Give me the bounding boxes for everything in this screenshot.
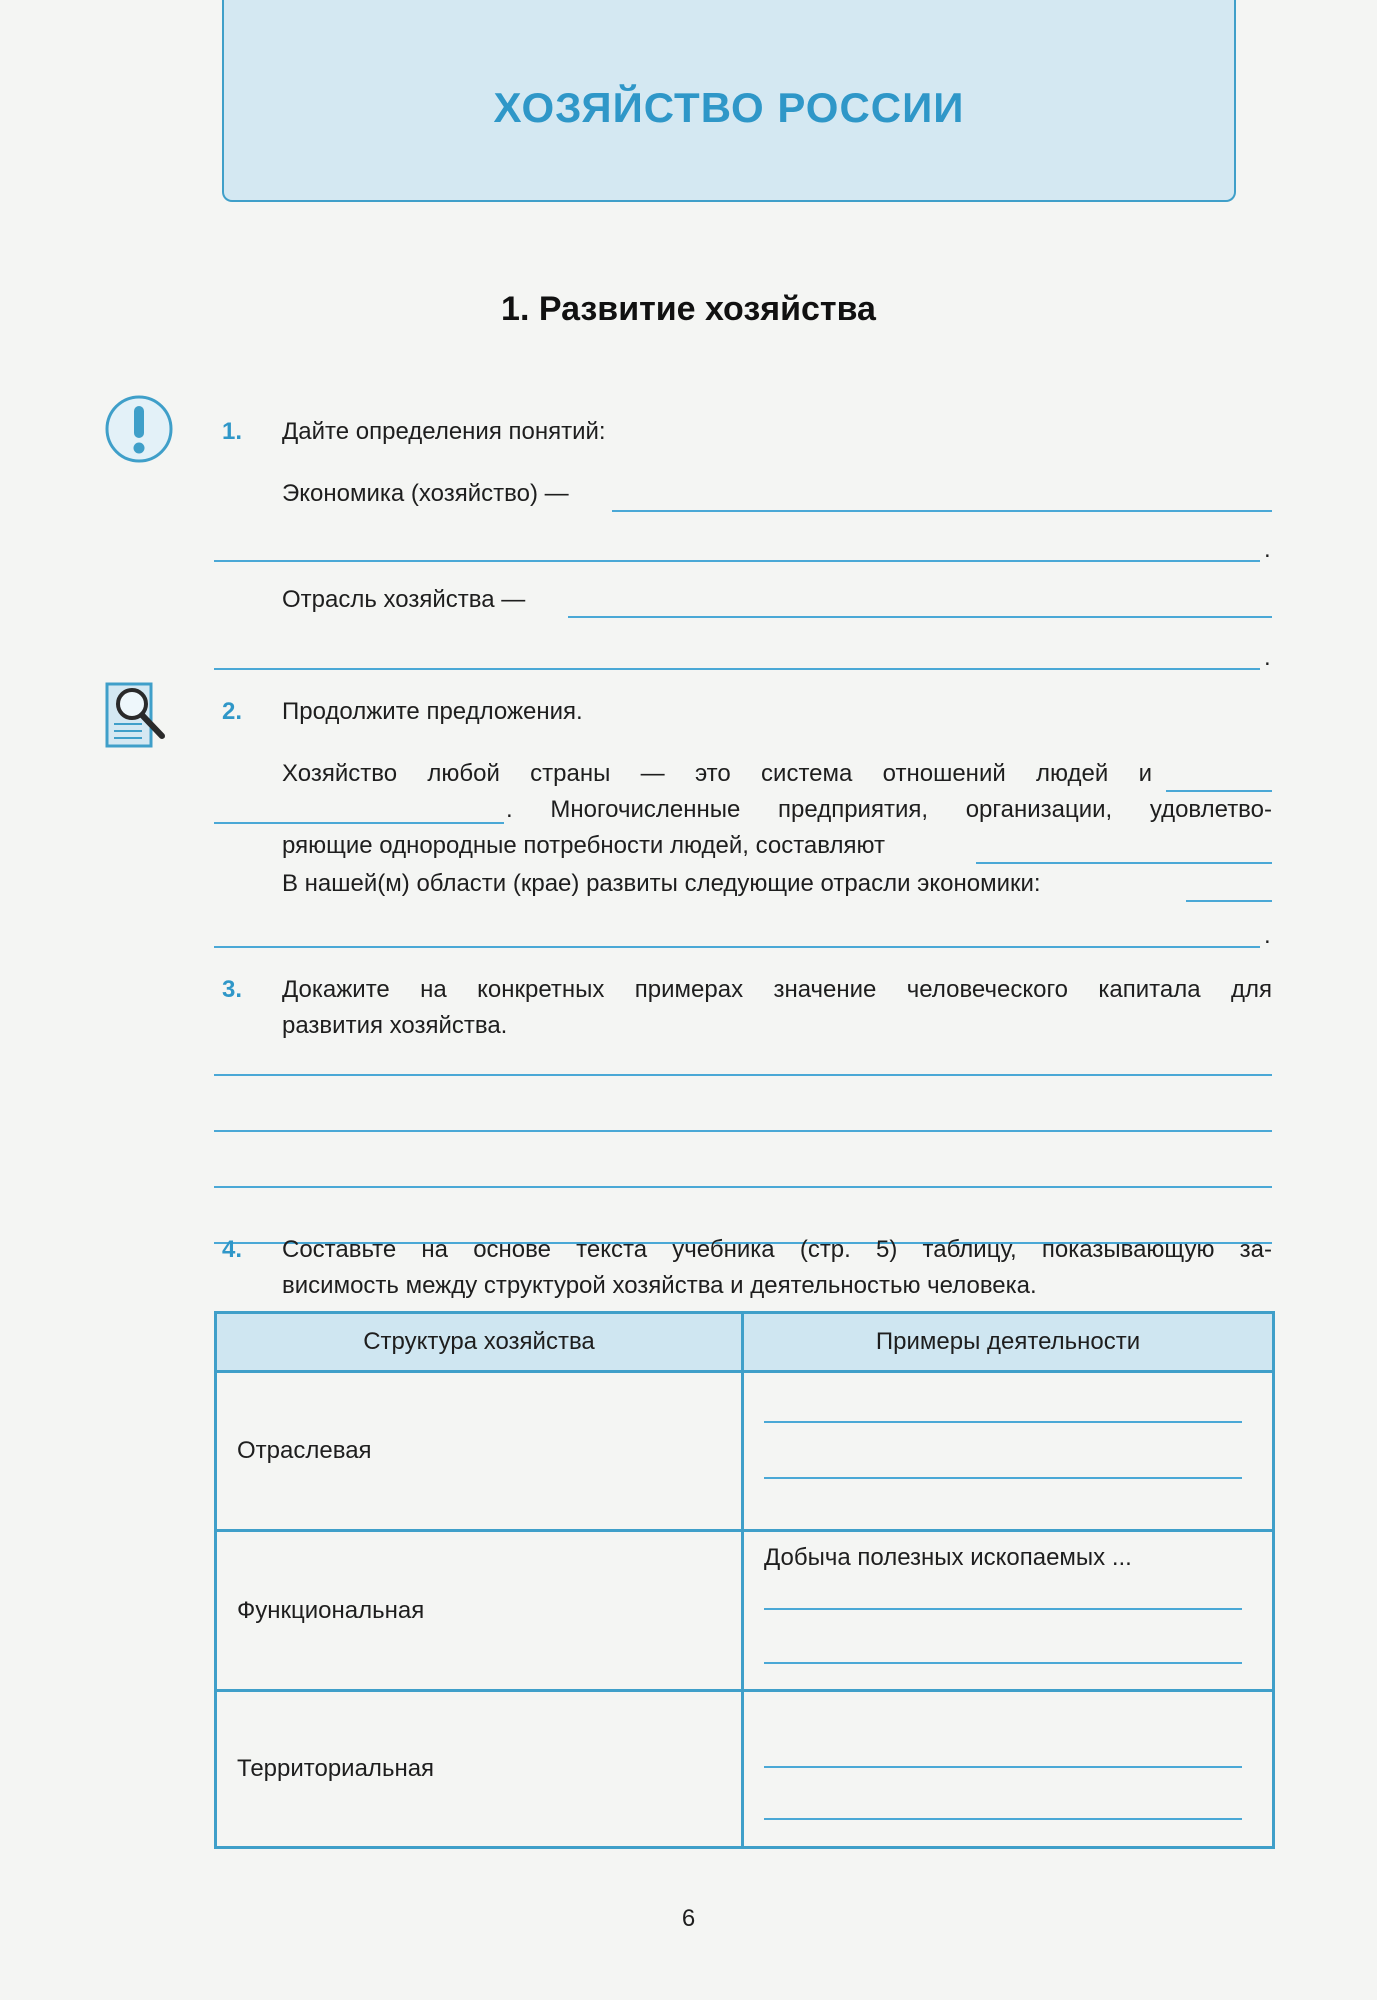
period: . [1264, 644, 1271, 671]
task-2-text: Продолжите предложения. [282, 698, 583, 725]
table-cell-examples[interactable] [743, 1531, 1274, 1691]
answer-line-table-2a[interactable] [764, 1608, 1242, 1610]
task-1-number: 1. [222, 418, 243, 445]
answer-line-industry-1[interactable] [568, 616, 1272, 618]
answer-line-2b[interactable] [214, 822, 504, 824]
term-industry-label: Отрасль хозяйства — [282, 586, 526, 613]
term-economy-label: Экономика (хозяйство) — [282, 480, 569, 507]
answer-line-table-2b[interactable] [764, 1662, 1242, 1664]
task-2-line-3: ряющие однородные потребности людей, составляют [282, 832, 885, 859]
task-2-line-2: . Многочисленные предприятия, организации, удовлетво- [506, 796, 1272, 823]
magnifier-document-icon [104, 680, 174, 757]
task-3-text-line-1: Докажите на конкретных примерах значение человеческого капитала для [282, 976, 1272, 1003]
task-2-number: 2. [222, 698, 243, 725]
answer-line-table-3a[interactable] [764, 1766, 1242, 1768]
table-header-examples: Примеры деятельности [743, 1313, 1274, 1372]
exclamation-icon [104, 394, 174, 469]
period: . [1264, 536, 1271, 563]
task-2-line-1: Хозяйство любой страны — это система отношений людей и [282, 760, 1152, 787]
answer-line-3a[interactable] [214, 1074, 1272, 1076]
table-cell-examples[interactable] [743, 1691, 1274, 1848]
lesson-title: 1. Развитие хозяйства [501, 290, 876, 328]
answer-line-economy-2[interactable] [214, 560, 1260, 562]
answer-line-2d[interactable] [1186, 900, 1272, 902]
table-row-label: Территориальная [216, 1691, 743, 1848]
answer-line-economy-1[interactable] [612, 510, 1272, 512]
answer-line-table-1b[interactable] [764, 1477, 1242, 1479]
chapter-header [222, 0, 1236, 202]
period: . [1264, 922, 1271, 949]
chapter-title: ХОЗЯЙСТВО РОССИИ [493, 84, 965, 131]
task-3-number: 3. [222, 976, 243, 1003]
answer-line-industry-2[interactable] [214, 668, 1260, 670]
answer-line-3c[interactable] [214, 1186, 1272, 1188]
task-4-text-line-2: висимость между структурой хозяйства и деятельностью человека. [282, 1272, 1037, 1299]
table-row-label: Отраслевая [216, 1372, 743, 1531]
table-row-label: Функциональная [216, 1531, 743, 1691]
page-number: 6 [681, 1905, 696, 1932]
example-text: Добыча полезных ископаемых ... [764, 1544, 1132, 1571]
answer-line-table-3b[interactable] [764, 1818, 1242, 1820]
task-3-text-line-2: развития хозяйства. [282, 1012, 508, 1039]
task-4-text-line-1: Составьте на основе текста учебника (стр. 5) таблицу, показывающую за- [282, 1236, 1272, 1263]
answer-line-table-1a[interactable] [764, 1421, 1242, 1423]
answer-line-2c[interactable] [976, 862, 1272, 864]
answer-line-3b[interactable] [214, 1130, 1272, 1132]
answer-line-2e[interactable] [214, 946, 1260, 948]
table-header-structure: Структура хозяйства [216, 1313, 743, 1372]
task-1-text: Дайте определения понятий: [282, 418, 606, 445]
economy-structure-table [214, 1311, 1275, 1849]
task-2-line-4: В нашей(м) области (крае) развиты следующие отрасли экономики: [282, 870, 1041, 897]
table-cell-examples[interactable] [743, 1372, 1274, 1531]
task-4-number: 4. [222, 1236, 243, 1263]
